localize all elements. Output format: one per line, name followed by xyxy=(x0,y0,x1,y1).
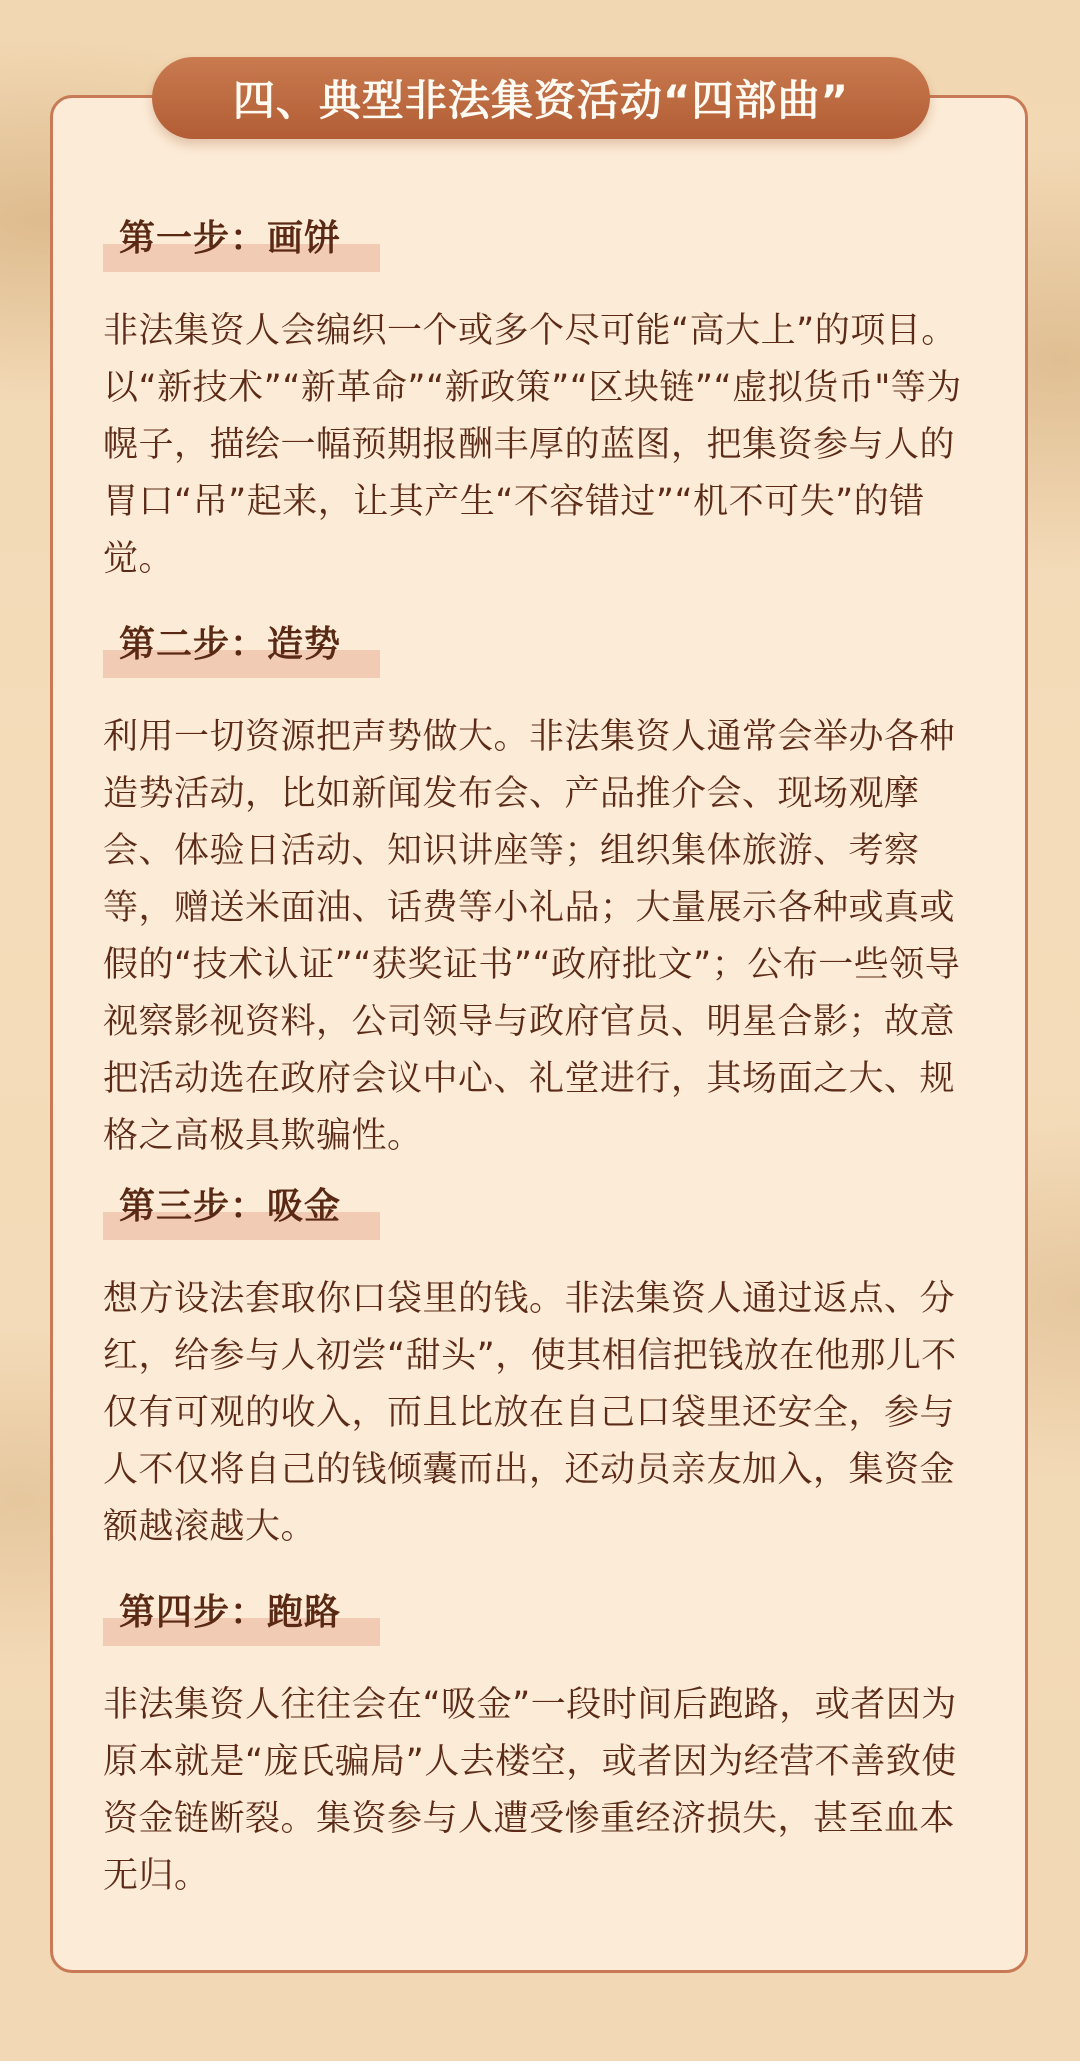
section-heading-label: 第四步：跑路 xyxy=(119,1592,342,1633)
section-paragraph-1: 非法集资人会编织一个或多个尽可能“高大上”的项目。以“新技术”“新革命”“新政策”“区块链”“虚拟货币"等为幌子，描绘一幅预期报酬丰厚的蓝图，把集资参与人的胃口“吊”起来，让其产生“不容错过”“机不可失”的错觉。 xyxy=(103,311,962,579)
section-heading-label: 第三步：吸金 xyxy=(119,1186,342,1227)
section-paragraph-4: 非法集资人往往会在“吸金”一段时间后跑路，或者因为原本就是“庞氏骗局”人去楼空，或者因为经营不善致使资金链断裂。集资参与人遭受惨重经济损失，甚至血本无归。 xyxy=(103,1685,957,1896)
section-paragraph-2: 利用一切资源把声势做大。非法集资人通常会举办各种造势活动，比如新闻发布会、产品推介会、现场观摩会、体验日活动、知识讲座等；组织集体旅游、考察等，赠送米面油、话费等小礼品；大量展示各种或真或假的“技术认证”“获奖证书”“政府批文”；公布一些领导视察影视资料，公司领导与政府官员、明星合影；故意把活动选在政府会议中心、礼堂进行，其场面之大、规格之高极具欺骗性。 xyxy=(103,717,961,1156)
page-title: 四、典型非法集资活动“四部曲” xyxy=(232,76,850,125)
section-paragraph-3: 想方设法套取你口袋里的钱。非法集资人通过返点、分红，给参与人初尝“甜头”，使其相信把钱放在他那儿不仅有可观的收入，而且比放在自己口袋里还安全，参与人不仅将自己的钱倾囊而出，还动员亲友加入，集资金额越滚越大。 xyxy=(103,1279,957,1547)
section-heading-label: 第二步：造势 xyxy=(119,624,342,665)
section-heading-label: 第一步：画饼 xyxy=(119,218,342,259)
title-banner xyxy=(152,57,930,139)
